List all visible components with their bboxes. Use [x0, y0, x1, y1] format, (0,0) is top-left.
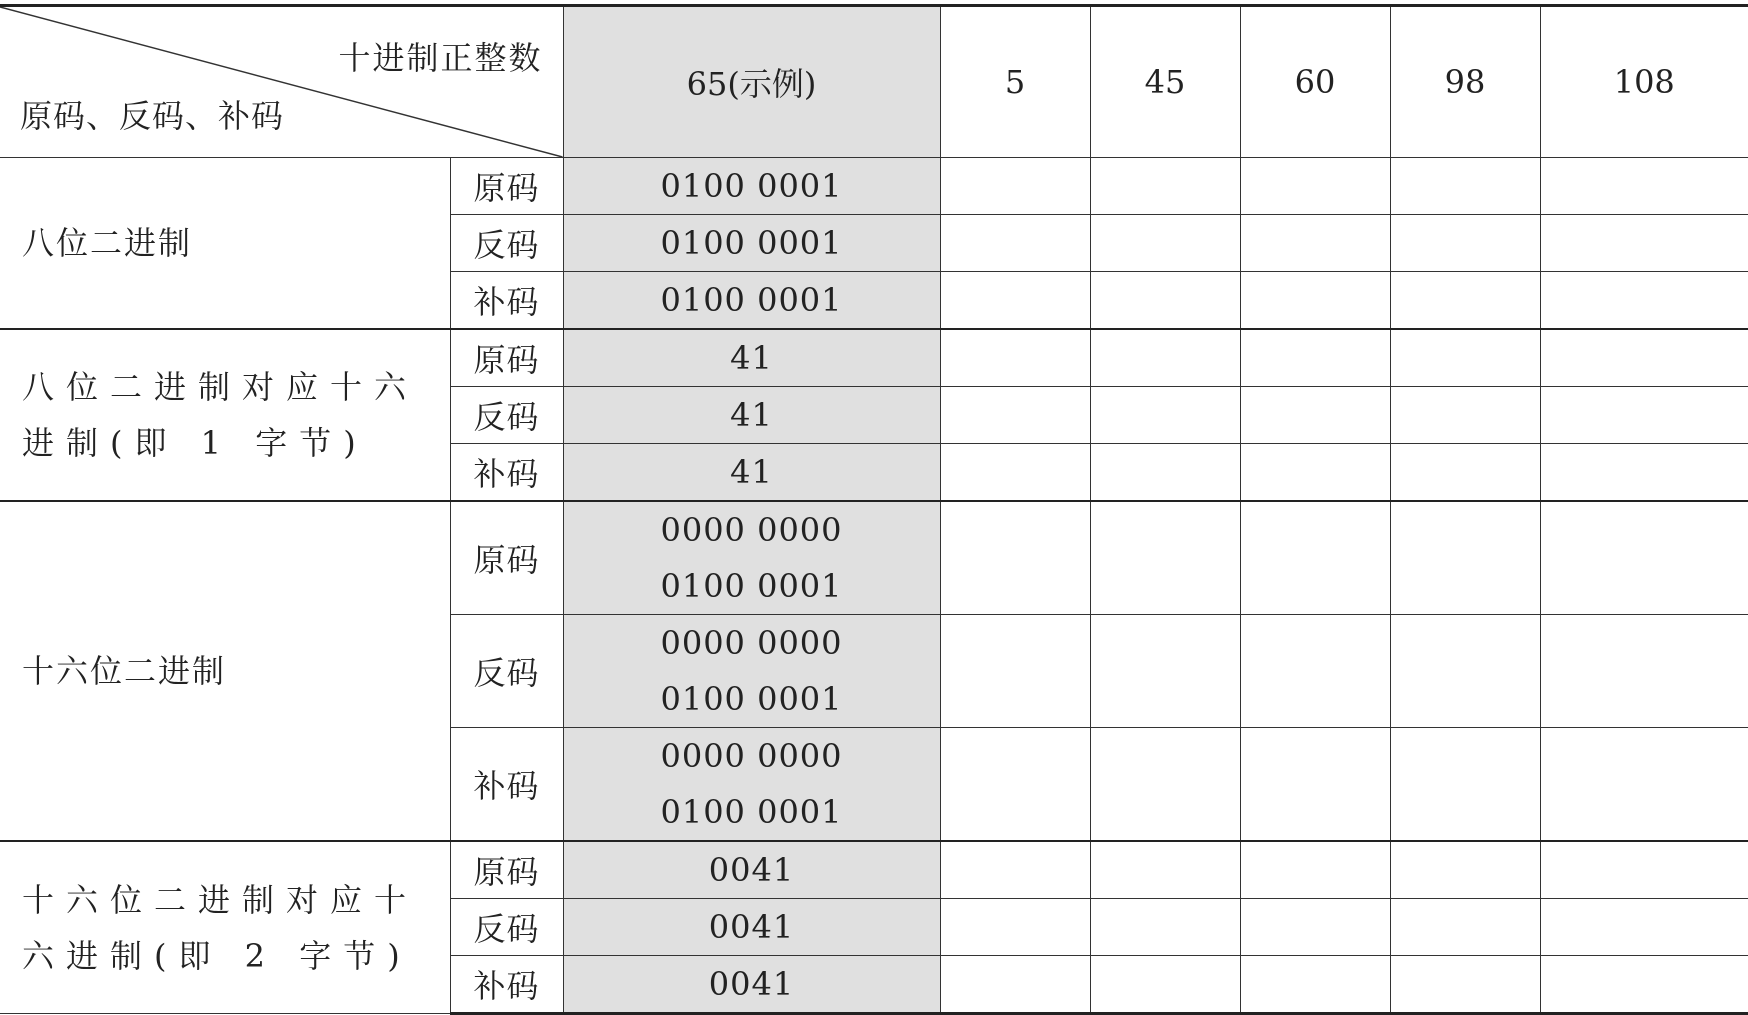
answer-blank-cell[interactable]: [1390, 615, 1540, 728]
answer-blank-cell[interactable]: [1090, 899, 1240, 956]
answer-blank-cell[interactable]: [1090, 615, 1240, 728]
answer-blank-cell[interactable]: [940, 728, 1090, 842]
code-kind-cell: 反码: [450, 899, 563, 956]
binary-code-table: [0, 4, 1748, 1015]
code-kind-cell: 反码: [450, 215, 563, 272]
header-example: 65(示例): [563, 6, 940, 158]
answer-blank-cell[interactable]: [1090, 215, 1240, 272]
answer-blank-cell[interactable]: [940, 899, 1090, 956]
answer-blank-cell[interactable]: [1540, 158, 1748, 215]
answer-blank-cell[interactable]: [1540, 387, 1748, 444]
answer-blank-cell[interactable]: [1390, 444, 1540, 502]
example-value-line: 0100 0001: [660, 281, 843, 319]
category-cell: 八位二进制对应十六进制(即 1 字节): [0, 329, 450, 501]
example-value-line: 0041: [708, 851, 795, 889]
answer-blank-cell[interactable]: [1540, 215, 1748, 272]
answer-blank-cell[interactable]: [1390, 956, 1540, 1014]
answer-blank-cell[interactable]: [1540, 899, 1748, 956]
category-cell: 八位二进制: [0, 158, 450, 330]
answer-blank-cell[interactable]: [1240, 215, 1390, 272]
table-row: [0, 158, 1748, 215]
answer-blank-cell[interactable]: [1090, 728, 1240, 842]
answer-blank-cell[interactable]: [1540, 728, 1748, 842]
example-value-cell: [563, 501, 940, 615]
code-kind-cell: 原码: [450, 158, 563, 215]
example-value-cell: [563, 158, 940, 215]
answer-blank-cell[interactable]: [1090, 272, 1240, 330]
answer-blank-cell[interactable]: [1390, 329, 1540, 387]
answer-blank-cell[interactable]: [1390, 158, 1540, 215]
answer-blank-cell[interactable]: [940, 329, 1090, 387]
example-value-cell: [563, 444, 940, 502]
answer-blank-cell[interactable]: [1390, 899, 1540, 956]
table-container: [0, 4, 1748, 1005]
answer-blank-cell[interactable]: [1540, 956, 1748, 1014]
answer-blank-cell[interactable]: [1240, 728, 1390, 842]
answer-blank-cell[interactable]: [1540, 615, 1748, 728]
example-value-line: 41: [730, 396, 773, 434]
answer-blank-cell[interactable]: [1240, 899, 1390, 956]
code-kind-cell: 反码: [450, 615, 563, 728]
example-value-line: 0000 0000: [660, 624, 843, 662]
answer-blank-cell[interactable]: [1540, 444, 1748, 502]
example-value-line: 41: [730, 453, 773, 491]
example-value-cell: [563, 272, 940, 330]
answer-blank-cell[interactable]: [1090, 329, 1240, 387]
answer-blank-cell[interactable]: [1240, 841, 1390, 899]
answer-blank-cell[interactable]: [1090, 501, 1240, 615]
answer-blank-cell[interactable]: [940, 841, 1090, 899]
header-decimal-label: 十进制正整数: [338, 39, 543, 77]
answer-blank-cell[interactable]: [940, 444, 1090, 502]
example-value-cell: [563, 841, 940, 899]
answer-blank-cell[interactable]: [940, 387, 1090, 444]
example-value-line: 0100 0001: [660, 567, 843, 605]
example-value-line: 0100 0001: [660, 793, 843, 831]
code-kind-cell: 补码: [450, 272, 563, 330]
table-row: [0, 329, 1748, 387]
answer-blank-cell[interactable]: [1540, 272, 1748, 330]
answer-blank-cell[interactable]: [1240, 329, 1390, 387]
answer-blank-cell[interactable]: [1240, 615, 1390, 728]
example-value-cell: [563, 615, 940, 728]
answer-blank-cell[interactable]: [1090, 444, 1240, 502]
code-kind-cell: 补码: [450, 444, 563, 502]
code-kind-cell: 原码: [450, 329, 563, 387]
answer-blank-cell[interactable]: [1240, 158, 1390, 215]
example-value-cell: [563, 387, 940, 444]
answer-blank-cell[interactable]: [1540, 329, 1748, 387]
answer-blank-cell[interactable]: [1540, 841, 1748, 899]
header-number-108: 108: [1540, 6, 1748, 158]
answer-blank-cell[interactable]: [1390, 272, 1540, 330]
answer-blank-cell[interactable]: [1090, 387, 1240, 444]
answer-blank-cell[interactable]: [940, 956, 1090, 1014]
example-value-line: 0000 0000: [660, 737, 843, 775]
example-value-cell: [563, 728, 940, 842]
header-number-60: 60: [1240, 6, 1390, 158]
example-value-line: 41: [730, 339, 773, 377]
answer-blank-cell[interactable]: [1390, 841, 1540, 899]
answer-blank-cell[interactable]: [1240, 444, 1390, 502]
code-kind-cell: 反码: [450, 387, 563, 444]
example-value-cell: [563, 899, 940, 956]
header-number-98: 98: [1390, 6, 1540, 158]
category-cell: 十六位二进制: [0, 501, 450, 841]
answer-blank-cell[interactable]: [1390, 387, 1540, 444]
header-number-5: 5: [940, 6, 1090, 158]
answer-blank-cell[interactable]: [1390, 215, 1540, 272]
answer-blank-cell[interactable]: [1240, 387, 1390, 444]
header-number-45: 45: [1090, 6, 1240, 158]
answer-blank-cell[interactable]: [940, 215, 1090, 272]
example-value-line: 0100 0001: [660, 680, 843, 718]
code-kind-cell: 补码: [450, 728, 563, 842]
example-value-line: 0041: [708, 908, 795, 946]
answer-blank-cell[interactable]: [1240, 272, 1390, 330]
code-kind-cell: 原码: [450, 501, 563, 615]
table-row: [0, 841, 1748, 899]
example-value-cell: [563, 215, 940, 272]
example-value-line: 0100 0001: [660, 167, 843, 205]
answer-blank-cell[interactable]: [1540, 501, 1748, 615]
example-value-line: 0100 0001: [660, 224, 843, 262]
answer-blank-cell[interactable]: [1090, 158, 1240, 215]
example-value-cell: [563, 329, 940, 387]
answer-blank-cell[interactable]: [1240, 956, 1390, 1014]
answer-blank-cell[interactable]: [940, 158, 1090, 215]
header-codes-label: 原码、反码、补码: [20, 97, 285, 135]
table-row: [0, 501, 1748, 615]
code-kind-cell: 补码: [450, 956, 563, 1014]
example-value-cell: [563, 956, 940, 1014]
diagonal-header-cell: [0, 6, 563, 158]
code-kind-cell: 原码: [450, 841, 563, 899]
header-row: [0, 6, 1748, 158]
answer-blank-cell[interactable]: [1090, 956, 1240, 1014]
answer-blank-cell[interactable]: [1390, 728, 1540, 842]
answer-blank-cell[interactable]: [940, 615, 1090, 728]
answer-blank-cell[interactable]: [940, 272, 1090, 330]
answer-blank-cell[interactable]: [1390, 501, 1540, 615]
example-value-line: 0000 0000: [660, 511, 843, 549]
answer-blank-cell[interactable]: [1240, 501, 1390, 615]
answer-blank-cell[interactable]: [1090, 841, 1240, 899]
example-value-line: 0041: [708, 965, 795, 1003]
category-cell: 十六位二进制对应十六进制(即 2 字节): [0, 841, 450, 1014]
answer-blank-cell[interactable]: [940, 501, 1090, 615]
